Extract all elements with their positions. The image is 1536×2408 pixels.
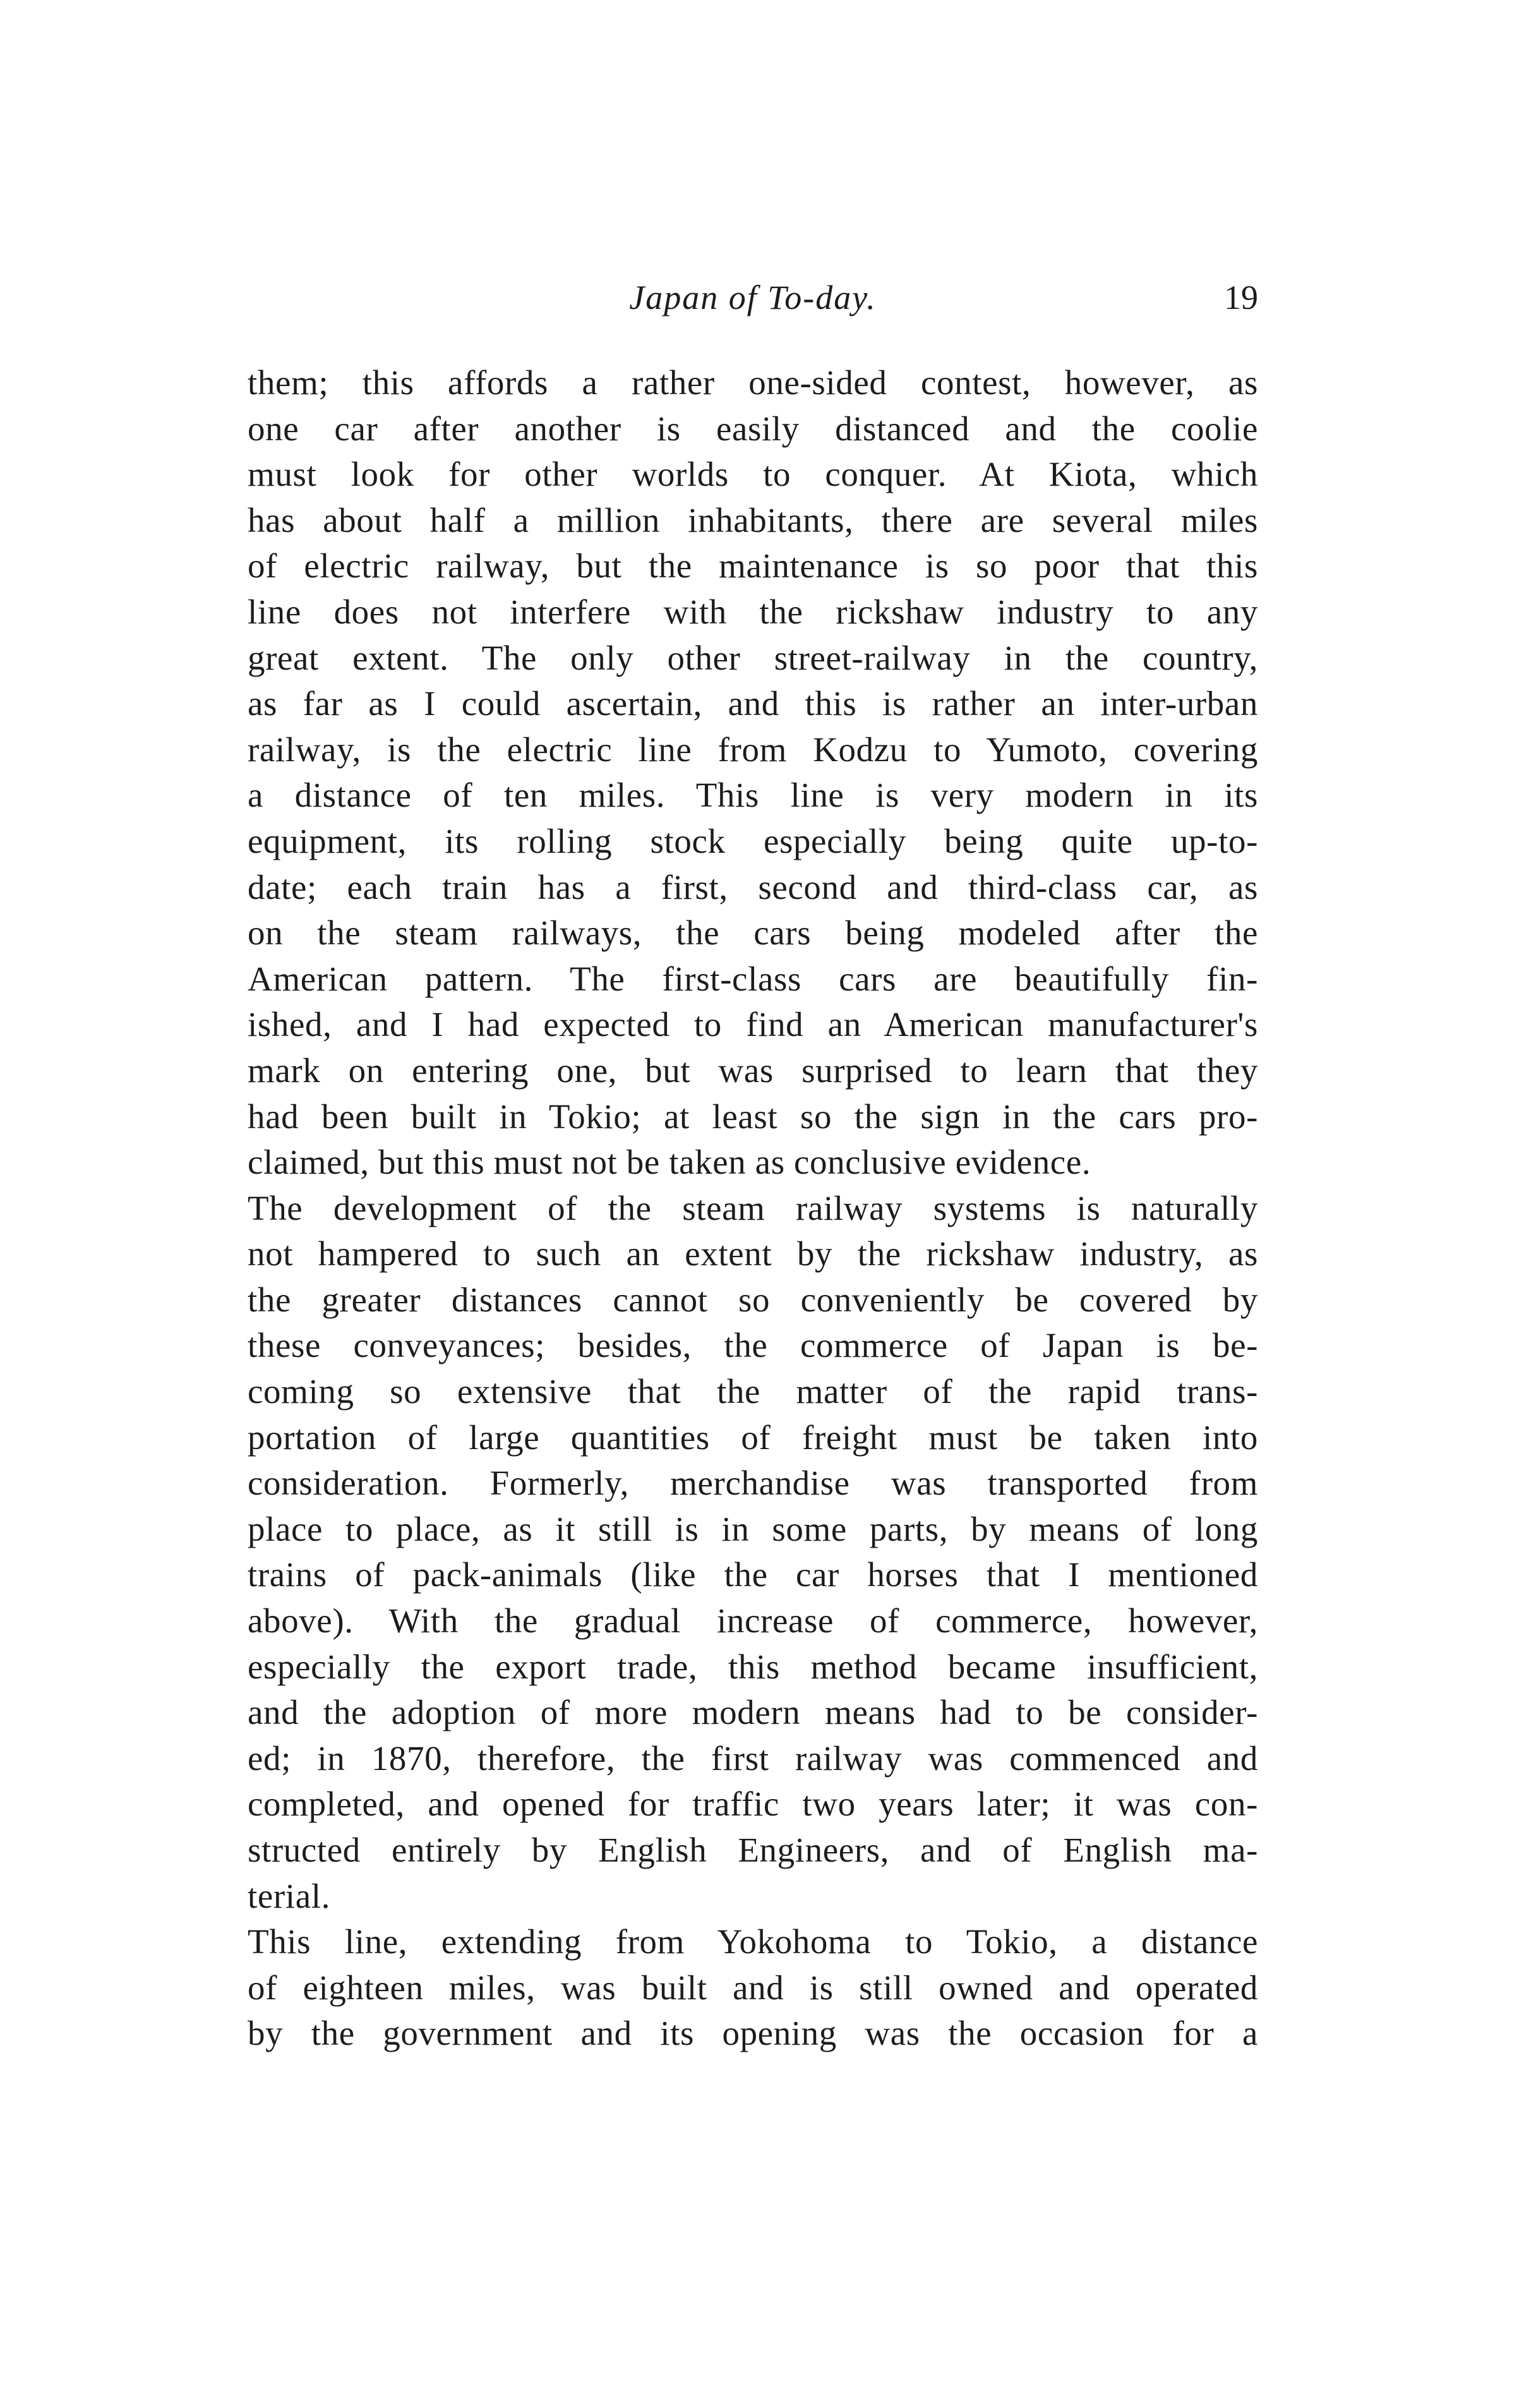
- text-line: ished, and I had expected to find an American manufacturer's: [248, 1005, 1258, 1044]
- paragraph-start-line: The development of the steam railway systems is naturally: [248, 1188, 1258, 1227]
- text-line: great extent. The only other street-railway in the country,: [248, 638, 1258, 677]
- text-line: of eighteen miles, was built and is still owned and operated: [248, 1968, 1258, 2007]
- text-line: date; each train has a first, second and third-class car, as: [248, 867, 1258, 906]
- text-line: a distance of ten miles. This line is very modern in its: [248, 776, 1258, 815]
- text-line: these conveyances; besides, the commerce of Japan is be-: [248, 1326, 1258, 1365]
- text-line: structed entirely by English Engineers, and of English ma-: [248, 1831, 1258, 1869]
- text-line: terial.: [248, 1876, 330, 1915]
- text-line: completed, and opened for traffic two years later; it was con-: [248, 1785, 1258, 1824]
- text-line: must look for other worlds to conquer. At Kiota, which: [248, 455, 1258, 494]
- text-line: above). With the gradual increase of commerce, however,: [248, 1601, 1258, 1640]
- text-line: one car after another is easily distanced and the coolie: [248, 409, 1258, 448]
- text-line: line does not interfere with the rickshaw industry to any: [248, 592, 1258, 631]
- running-head: [248, 278, 1258, 335]
- text-line: and the adoption of more modern means had to be consider-: [248, 1693, 1258, 1732]
- text-line: has about half a million inhabitants, there are several miles: [248, 500, 1258, 539]
- text-line: on the steam railways, the cars being modeled after the: [248, 913, 1258, 953]
- text-line: of electric railway, but the maintenance is so poor that this: [248, 546, 1258, 586]
- text-line: claimed, but this must not be taken as conclusive evidence.: [248, 1143, 1091, 1182]
- text-line: railway, is the electric line from Kodzu to Yumoto, covering: [248, 730, 1258, 769]
- text-line: ed; in 1870, therefore, the first railway was commenced and: [248, 1738, 1258, 1778]
- paragraph-start-line: This line, extending from Yokohoma to Tokio, a distance: [248, 1922, 1258, 1961]
- text-line: trains of pack-animals (like the car horses that I mentioned: [248, 1555, 1258, 1594]
- text-line: them; this affords a rather one-sided contest, however, as: [248, 363, 1258, 402]
- text-line: mark on entering one, but was surprised to learn that they: [248, 1050, 1258, 1090]
- text-line: had been built in Tokio; at least so the sign in the cars pro-: [248, 1097, 1258, 1136]
- text-line: coming so extensive that the matter of the rapid trans-: [248, 1372, 1258, 1411]
- text-line: as far as I could ascertain, and this is rather an inter-urban: [248, 684, 1258, 723]
- text-line: American pattern. The first-class cars are beautifully fin-: [248, 959, 1258, 998]
- text-line: consideration. Formerly, merchandise was transported from: [248, 1464, 1258, 1503]
- page-number: 19: [1224, 279, 1258, 316]
- text-line: by the government and its opening was the occasion for a: [248, 2014, 1258, 2053]
- text-line: place to place, as it still is in some parts, by means of long: [248, 1509, 1258, 1548]
- body-text: [248, 360, 1258, 2057]
- text-line: equipment, its rolling stock especially being quite up-to-: [248, 821, 1258, 860]
- text-line: the greater distances cannot so conveniently be covered by: [248, 1280, 1258, 1319]
- text-line: portation of large quantities of freight must be taken into: [248, 1418, 1258, 1457]
- running-title: Japan of To-day.: [629, 279, 877, 316]
- text-line: especially the export trade, this method became insufficient,: [248, 1647, 1258, 1686]
- text-line: not hampered to such an extent by the rickshaw industry, as: [248, 1234, 1258, 1273]
